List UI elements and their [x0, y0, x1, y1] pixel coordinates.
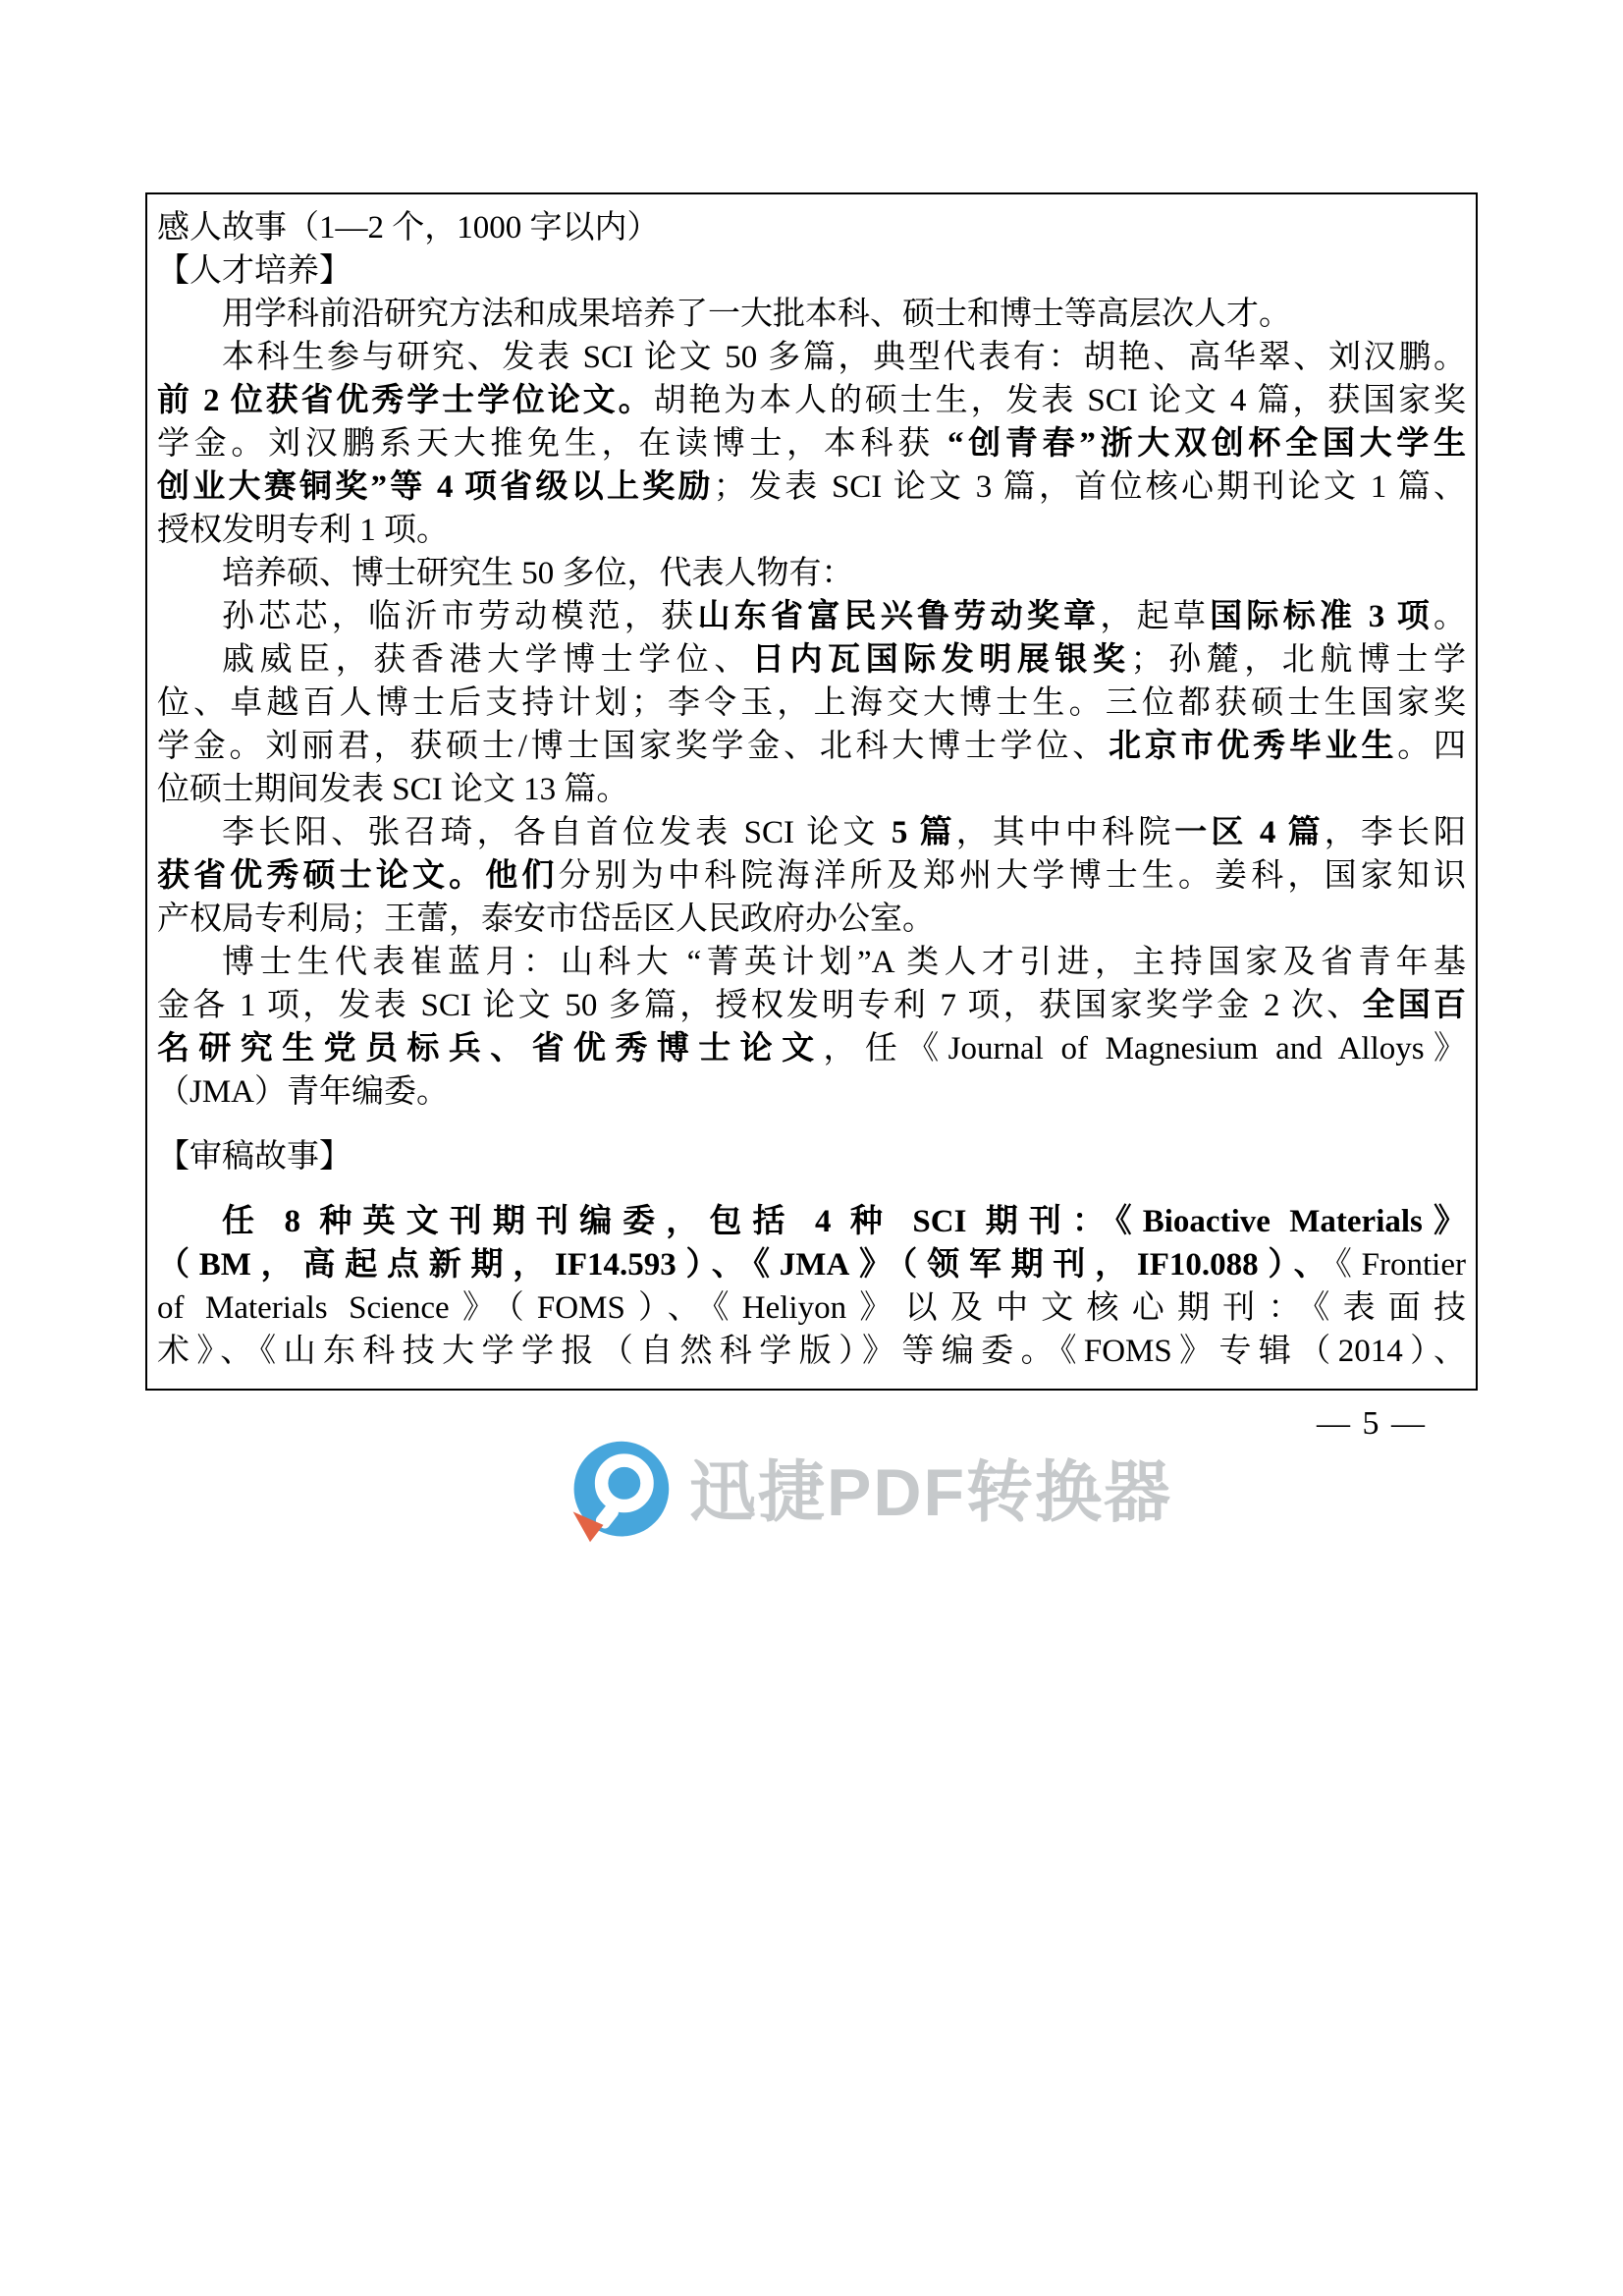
text-line	[157, 1027, 1466, 1070]
body-text: ，其中中科院	[955, 815, 1175, 850]
emphasis-text: 国际标准 3 项	[1210, 599, 1434, 634]
text-line	[157, 1070, 1466, 1114]
text-line	[157, 854, 1466, 898]
emphasis-text: “创青春”浙大双创杯全国大学生	[947, 426, 1467, 462]
emphasis-text: 前 2 位获省优秀学士学位论文。	[157, 383, 654, 418]
body-text: 培养硕、博士研究生 50 多位，代表人物有：	[222, 556, 854, 591]
body-text: 【人才培养】	[157, 253, 352, 289]
body-text: 位、卓越百人博士后支持计划；李令玉，上海交大博士生。三位都获硕士生国家奖	[157, 685, 1466, 721]
text-line	[157, 941, 1466, 984]
text-line	[157, 552, 1466, 595]
emphasis-text: （BM，高起点新期，IF14.593）、《JMA》（领军期刊，IF10.088）、	[157, 1247, 1336, 1283]
body-text: 金各 1 项，发表 SCI 论文 50 多篇，授权发明专利 7 项，获国家奖学金 2 次、	[157, 988, 1363, 1023]
emphasis-text: 一区 4 篇	[1174, 815, 1325, 850]
body-text: 本科生参与研究、发表 SCI 论文 50 多篇，典型代表有：胡艳、高华翠、刘汉鹏。	[222, 340, 1466, 375]
body-text: ，李长阳	[1324, 815, 1467, 850]
text-line	[157, 293, 1466, 336]
body-text: 李长阳、张召琦，各自首位发表 SCI 论文	[222, 815, 892, 850]
body-text: 学金。刘丽君，获硕士/博士国家奖学金、北科大博士学位、	[157, 729, 1109, 764]
text-line	[157, 509, 1466, 552]
text-line	[157, 336, 1466, 379]
emphasis-text: 创业大赛铜奖”等 4 项省级以上奖励	[157, 469, 714, 505]
body-text: 。	[1434, 599, 1467, 634]
body-text: ，任《Journal of Magnesium and Alloys》	[823, 1031, 1466, 1066]
watermark-text: 迅捷PDF转换器	[689, 1455, 1173, 1530]
text-line	[157, 898, 1466, 941]
text-line	[157, 725, 1466, 768]
text-line	[157, 984, 1466, 1027]
body-text: 感人故事（1—2 个，1000 字以内）	[157, 210, 660, 246]
body-text: 用学科前沿研究方法和成果培养了一大批本科、硕士和博士等高层次人才。	[222, 297, 1291, 332]
body-text: 孙芯芯，临沂市劳动模范，获	[222, 599, 698, 634]
emphasis-text: 任 8 种英文刊期刊编委，包括 4 种 SCI 期刊：《Bioactive Materials》	[222, 1204, 1466, 1239]
body-text: ；孙麓，北航博士学	[1130, 642, 1466, 678]
page-number: — 5 —	[1317, 1405, 1427, 1442]
emphasis-text: 北京市优秀毕业生	[1109, 729, 1398, 764]
body-text: 授权发明专利 1 项。	[157, 513, 449, 548]
body-text: （JMA）青年编委。	[157, 1074, 450, 1110]
emphasis-text: 全国百	[1362, 988, 1466, 1023]
emphasis-text: 山东省富民兴鲁劳动奖章	[697, 599, 1101, 634]
body-text: 术》、《山东科技大学学报（自然科学版）》等编委。《FOMS》专辑（2014）、	[157, 1334, 1466, 1369]
text-line	[157, 1200, 1466, 1243]
text-line	[157, 249, 1466, 293]
text-line	[157, 768, 1466, 811]
text-line	[157, 206, 1466, 249]
text-line	[157, 1286, 1466, 1330]
emphasis-text: 日内瓦国际发明展银奖	[751, 642, 1131, 678]
body-text: 胡艳为本人的硕士生，发表 SCI 论文 4 篇，获国家奖	[653, 383, 1467, 418]
emphasis-text: 5 篇	[891, 815, 956, 850]
text-line	[157, 638, 1466, 682]
body-text: ，起草	[1100, 599, 1211, 634]
body-text: 分别为中科院海洋所及郑州大学博士生。姜科，国家知识	[558, 858, 1467, 894]
pdf-converter-logo-icon	[562, 1436, 676, 1550]
text-line	[157, 379, 1466, 422]
text-line	[157, 465, 1466, 509]
body-text: ；发表 SCI 论文 3 篇，首位核心期刊论文 1 篇、	[713, 469, 1466, 505]
text-line	[157, 811, 1466, 854]
text-line	[157, 422, 1466, 465]
text-line	[157, 1330, 1466, 1373]
emphasis-text: 名研究生党员标兵、省优秀博士论文	[157, 1031, 824, 1066]
body-text: 戚威臣，获香港大学博士学位、	[222, 642, 752, 678]
body-text: 产权局专利局；王蕾，泰安市岱岳区人民政府办公室。	[157, 902, 935, 937]
body-text: 《Frontier	[1335, 1247, 1466, 1283]
body-text: 学金。刘汉鹏系天大推免生，在读博士，本科获	[157, 426, 947, 462]
body-text: 。四	[1397, 729, 1467, 764]
body-text: 【审稿故事】	[157, 1139, 352, 1175]
text-line	[157, 1243, 1466, 1286]
text-line	[157, 682, 1466, 725]
section-heading	[157, 1135, 1466, 1178]
watermark	[562, 1436, 1172, 1550]
content-box	[145, 192, 1478, 1391]
body-text: of Materials Science》（FOMS）、《Heliyon》以及中文核心期刊：《表面技	[157, 1290, 1466, 1326]
text-line	[157, 595, 1466, 638]
emphasis-text: 获省优秀硕士论文。他们	[157, 858, 559, 894]
body-text: 位硕士期间发表 SCI 论文 13 篇。	[157, 772, 629, 807]
body-text: 博士生代表崔蓝月：山科大 “菁英计划”A 类人才引进，主持国家及省青年基	[222, 945, 1466, 980]
